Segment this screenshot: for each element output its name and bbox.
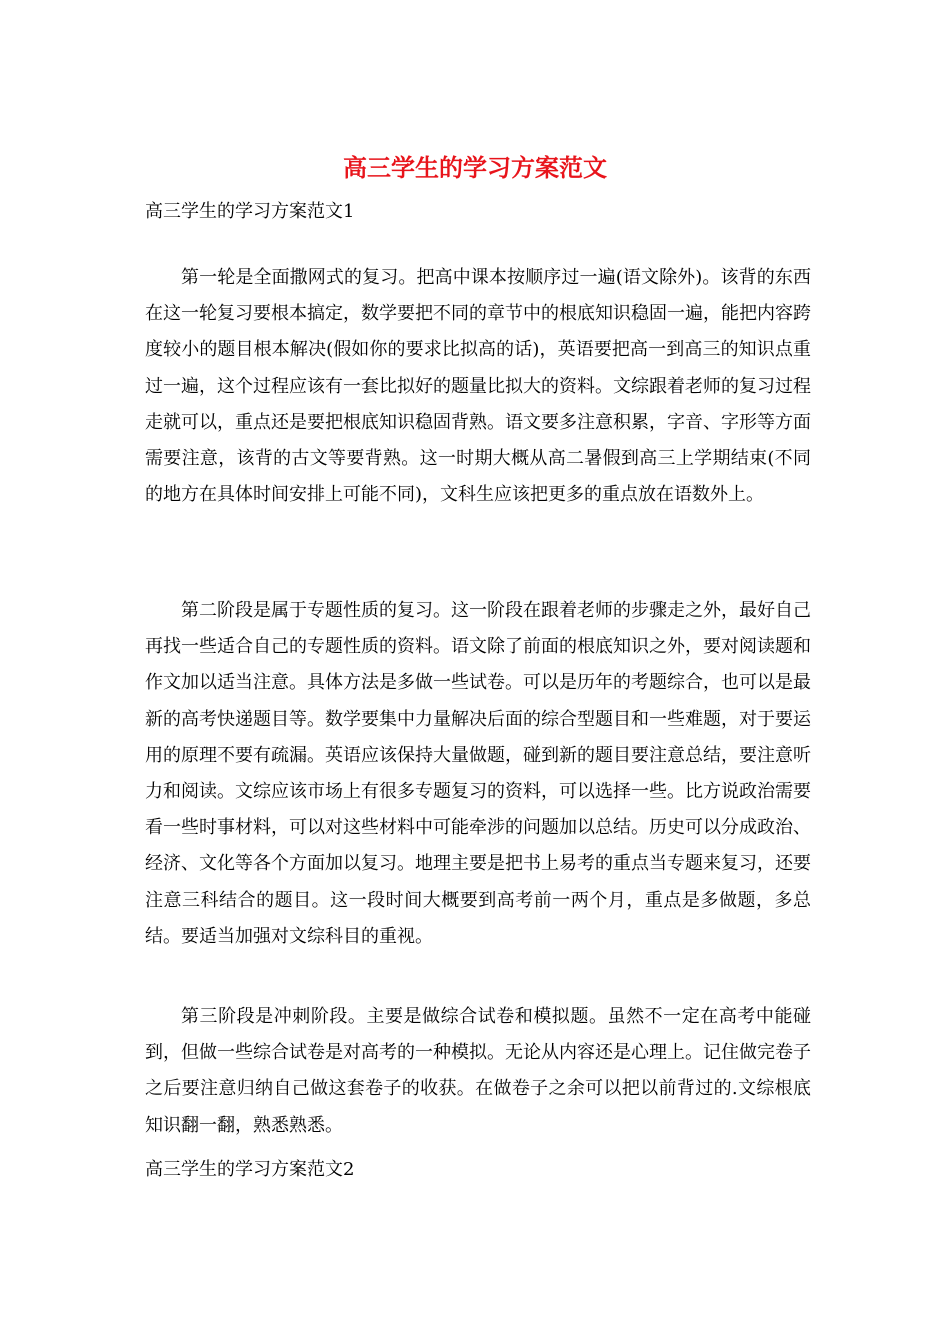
- section-heading-2: 高三学生的学习方案范文2: [145, 1159, 355, 1180]
- paragraph-3: 第三阶段是冲刺阶段。主要是做综合试卷和模拟题。虽然不一定在高考中能碰到，但做一些综合试卷是对高考的一种模拟。无论从内容还是心理上。记住做完卷子之后要注意归纳自己做这套卷子的收获。在做卷子之余可以把以前背过的.文综根底知识翻一翻，熟悉熟悉。: [145, 1006, 811, 1136]
- paragraph-2: 第二阶段是属于专题性质的复习。这一阶段在跟着老师的步骤走之外，最好自己再找一些适合自己的专题性质的资料。语文除了前面的根底知识之外，要对阅读题和作文加以适当注意。具体方法是多做一些试卷。可以是历年的考题综合，也可以是最新的高考快递题目等。数学要集中力量解决后面的综合型题目和一些难题，对于要运用的原理不要有疏漏。英语应该保持大量做题，碰到新的题目要注意总结，要注意听力和阅读。文综应该市场上有很多专题复习的资料，可以选择一些。比方说政治需要看一些时事材料，可以对这些材料中可能牵涉的问题加以总结。历史可以分成政治、经济、文化等各个方面加以复习。地理主要是把书上易考的重点当专题来复习，还要注意三科结合的题目。这一段时间大概要到高考前一两个月，重点是多做题，多总结。要适当加强对文综科目的重视。: [145, 600, 811, 947]
- paragraph-1: 第一轮是全面撒网式的复习。把高中课本按顺序过一遍(语文除外)。该背的东西在这一轮复习要根本搞定，数学要把不同的章节中的根底知识稳固一遍，能把内容跨度较小的题目根本解决(假如你的要求比拟高的话)，英语要把高一到高三的知识点重过一遍，这个过程应该有一套比拟好的题量比拟大的资料。文综跟着老师的复习过程走就可以，重点还是要把根底知识稳固背熟。语文要多注意积累，字音、字形等方面需要注意，该背的古文等要背熟。这一时期大概从高二暑假到高三上学期结束(不同的地方在具体时间安排上可能不同)，文科生应该把更多的重点放在语数外上。: [145, 267, 811, 506]
- document-title: 高三学生的学习方案范文: [343, 153, 607, 182]
- section-heading-1: 高三学生的学习方案范文1: [145, 201, 355, 222]
